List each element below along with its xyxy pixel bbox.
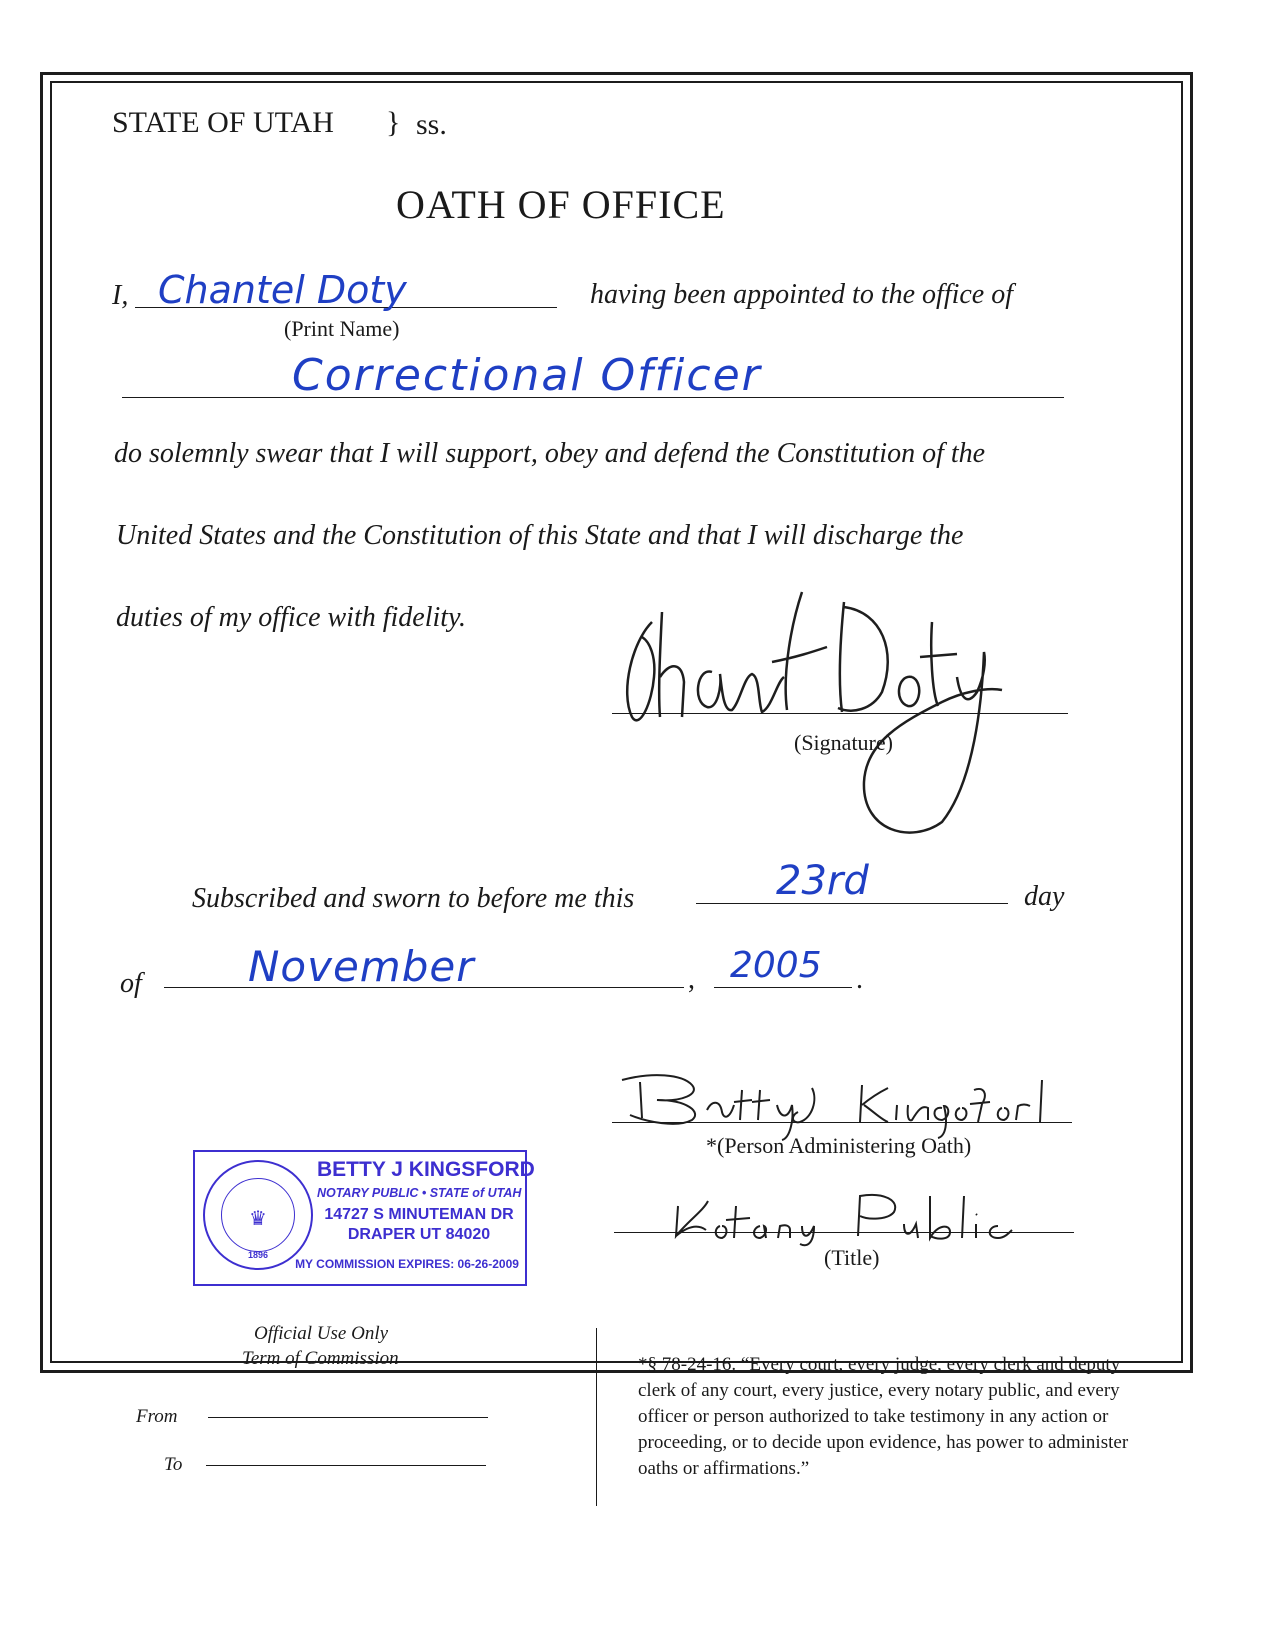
ss-label: ss. [416, 108, 447, 141]
state-line: STATE OF UTAH [112, 106, 334, 139]
stamp-expires: MY COMMISSION EXPIRES: 06-26-2009 [295, 1257, 519, 1271]
state-brace: } [386, 106, 401, 139]
title-handwriting [668, 1186, 1028, 1248]
stamp-address-2: DRAPER UT 84020 [347, 1226, 491, 1243]
administrator-line [612, 1122, 1072, 1123]
from-label: From [136, 1406, 178, 1427]
day-value: 23rd [776, 858, 869, 904]
term-of-commission-heading: Term of Commission [242, 1348, 399, 1369]
month-value: November [248, 942, 475, 991]
page-title: OATH OF OFFICE [396, 182, 726, 227]
administrator-signature [612, 1060, 1052, 1140]
signature-line [612, 713, 1068, 714]
footer-divider [596, 1328, 597, 1506]
to-line[interactable] [206, 1465, 486, 1466]
day-suffix: day [1024, 881, 1065, 912]
notary-stamp [193, 1150, 535, 1286]
subscribed-text: Subscribed and sworn to before me this [192, 883, 635, 914]
stamp-name: BETTY J KINGSFORD [317, 1158, 535, 1181]
oath-line-2: United States and the Constitution of this State and that I will discharge the [116, 520, 964, 551]
year-value: 2005 [730, 945, 822, 986]
title-caption: (Title) [824, 1245, 880, 1270]
title-line [614, 1232, 1074, 1233]
office-value: Correctional Officer [292, 350, 762, 401]
stamp-title: NOTARY PUBLIC • STATE of UTAH [317, 1186, 522, 1200]
oath-line-3: duties of my office with fidelity. [116, 602, 466, 633]
i-prefix: I, [112, 280, 129, 311]
administrator-caption: *(Person Administering Oath) [706, 1133, 972, 1158]
year-line [714, 987, 852, 988]
date-period: . [856, 964, 863, 995]
from-line[interactable] [208, 1417, 488, 1418]
to-label: To [164, 1454, 183, 1475]
officer-signature [612, 582, 1032, 842]
print-name-caption: (Print Name) [284, 316, 400, 341]
print-name-value: Chantel Doty [158, 268, 407, 312]
stamp-address-1: 14727 S MINUTEMAN DR [324, 1206, 514, 1223]
official-use-heading: Official Use Only [254, 1323, 389, 1344]
date-comma: , [688, 964, 695, 995]
oath-line-1: do solemnly swear that I will support, obey and defend the Constitution of the [114, 438, 986, 469]
state-seal-icon: ♛ 1896 [203, 1160, 313, 1270]
signature-caption: (Signature) [794, 730, 893, 755]
seal-year: 1896 [247, 1250, 269, 1260]
statute-footnote: *§ 78-24-16. “Every court, every judge, every clerk and deputy clerk of any court, every justice, every notary public, and every officer or person authorized to take testimony in any action or proceeding, or to decide upon evidence, has power to administer oaths or affirmations.” [638, 1354, 1129, 1479]
of-prefix: of [120, 968, 142, 999]
appointed-text: having been appointed to the office of [590, 279, 1014, 310]
